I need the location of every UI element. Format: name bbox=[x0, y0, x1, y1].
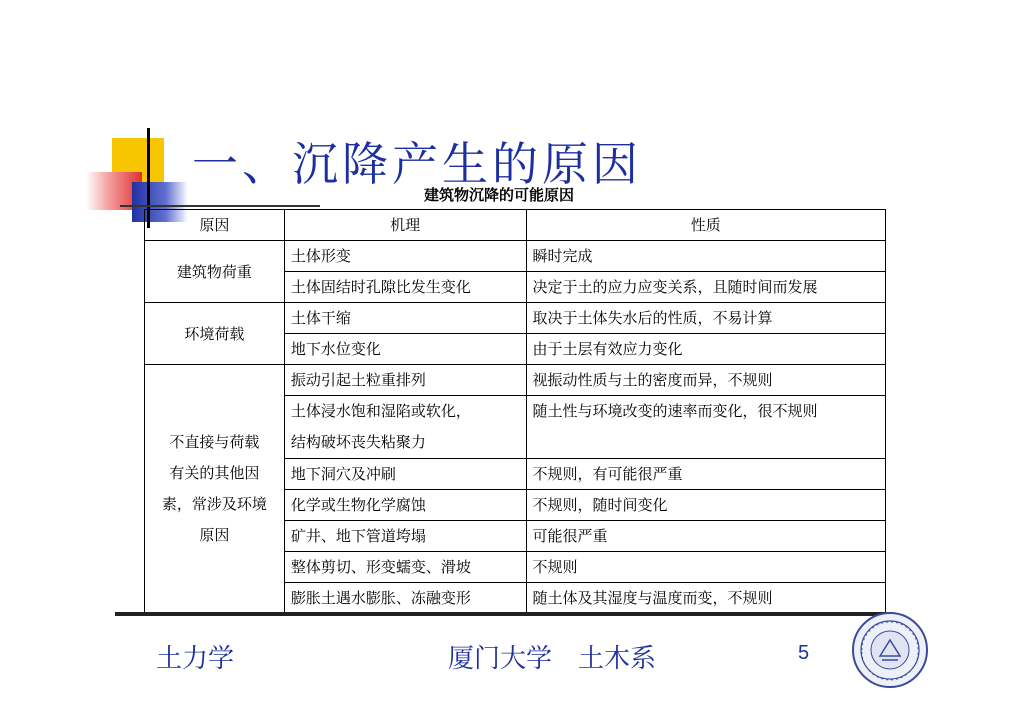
mechanism-cell: 矿井、地下管道垮塌 bbox=[284, 521, 526, 552]
mechanism-cell: 地下洞穴及冲刷 bbox=[284, 459, 526, 490]
nature-cell: 瞬时完成 bbox=[526, 241, 886, 272]
decor-horizontal-line bbox=[120, 205, 320, 207]
table-caption: 建筑物沉降的可能原因 bbox=[424, 186, 575, 204]
mechanism-cell: 化学或生物化学腐蚀 bbox=[284, 490, 526, 521]
cause-line: 有关的其他因 bbox=[169, 464, 260, 482]
mechanism-cell: 振动引起土粒重排列 bbox=[284, 365, 526, 396]
page-number: 5 bbox=[798, 642, 810, 664]
cause-line: 原因 bbox=[199, 526, 230, 544]
table-row bbox=[145, 241, 886, 272]
nature-cell: 随土性与环境改变的速率而变化，很不规则 bbox=[526, 396, 886, 459]
settlement-causes-table bbox=[144, 209, 886, 614]
footer-divider bbox=[115, 612, 886, 616]
header-nature: 性质 bbox=[526, 210, 886, 241]
cause-line: 不直接与荷载 bbox=[169, 433, 260, 451]
footer-course-name: 土力学 bbox=[156, 644, 235, 674]
table-row bbox=[145, 365, 886, 396]
cause-other-factors bbox=[145, 365, 285, 614]
nature-cell: 随土体及其湿度与温度而变，不规则 bbox=[526, 583, 886, 614]
mechanism-cell: 膨胀土遇水膨胀、冻融变形 bbox=[284, 583, 526, 614]
footer-institution: 厦门大学 土木系 bbox=[448, 644, 657, 674]
mechanism-cell bbox=[284, 396, 526, 459]
nature-cell: 视振动性质与土的密度而异，不规则 bbox=[526, 365, 886, 396]
mechanism-cell: 地下水位变化 bbox=[284, 334, 526, 365]
mechanism-line: 结构破坏丧失粘聚力 bbox=[290, 433, 426, 451]
mechanism-cell: 土体形变 bbox=[284, 241, 526, 272]
nature-cell: 取决于土体失水后的性质，不易计算 bbox=[526, 303, 886, 334]
table-row bbox=[145, 303, 886, 334]
cause-line: 素，常涉及环境 bbox=[161, 495, 267, 513]
nature-cell: 不规则，有可能很严重 bbox=[526, 459, 886, 490]
mechanism-cell: 土体固结时孔隙比发生变化 bbox=[284, 272, 526, 303]
header-mechanism: 机理 bbox=[284, 210, 526, 241]
university-seal-icon bbox=[850, 610, 930, 690]
mechanism-line: 土体浸水饱和湿陷或软化， bbox=[290, 402, 471, 420]
nature-cell: 可能很严重 bbox=[526, 521, 886, 552]
nature-cell: 不规则，随时间变化 bbox=[526, 490, 886, 521]
cause-environmental-load: 环境荷载 bbox=[145, 303, 285, 365]
header-cause: 原因 bbox=[145, 210, 285, 241]
mechanism-cell: 整体剪切、形变蠕变、滑坡 bbox=[284, 552, 526, 583]
slide-title: 一、沉降产生的原因 bbox=[192, 137, 642, 191]
cause-building-load: 建筑物荷重 bbox=[145, 241, 285, 303]
nature-cell: 由于土层有效应力变化 bbox=[526, 334, 886, 365]
nature-cell: 决定于土的应力应变关系，且随时间而发展 bbox=[526, 272, 886, 303]
mechanism-cell: 土体干缩 bbox=[284, 303, 526, 334]
table-header-row bbox=[145, 210, 886, 241]
nature-cell: 不规则 bbox=[526, 552, 886, 583]
